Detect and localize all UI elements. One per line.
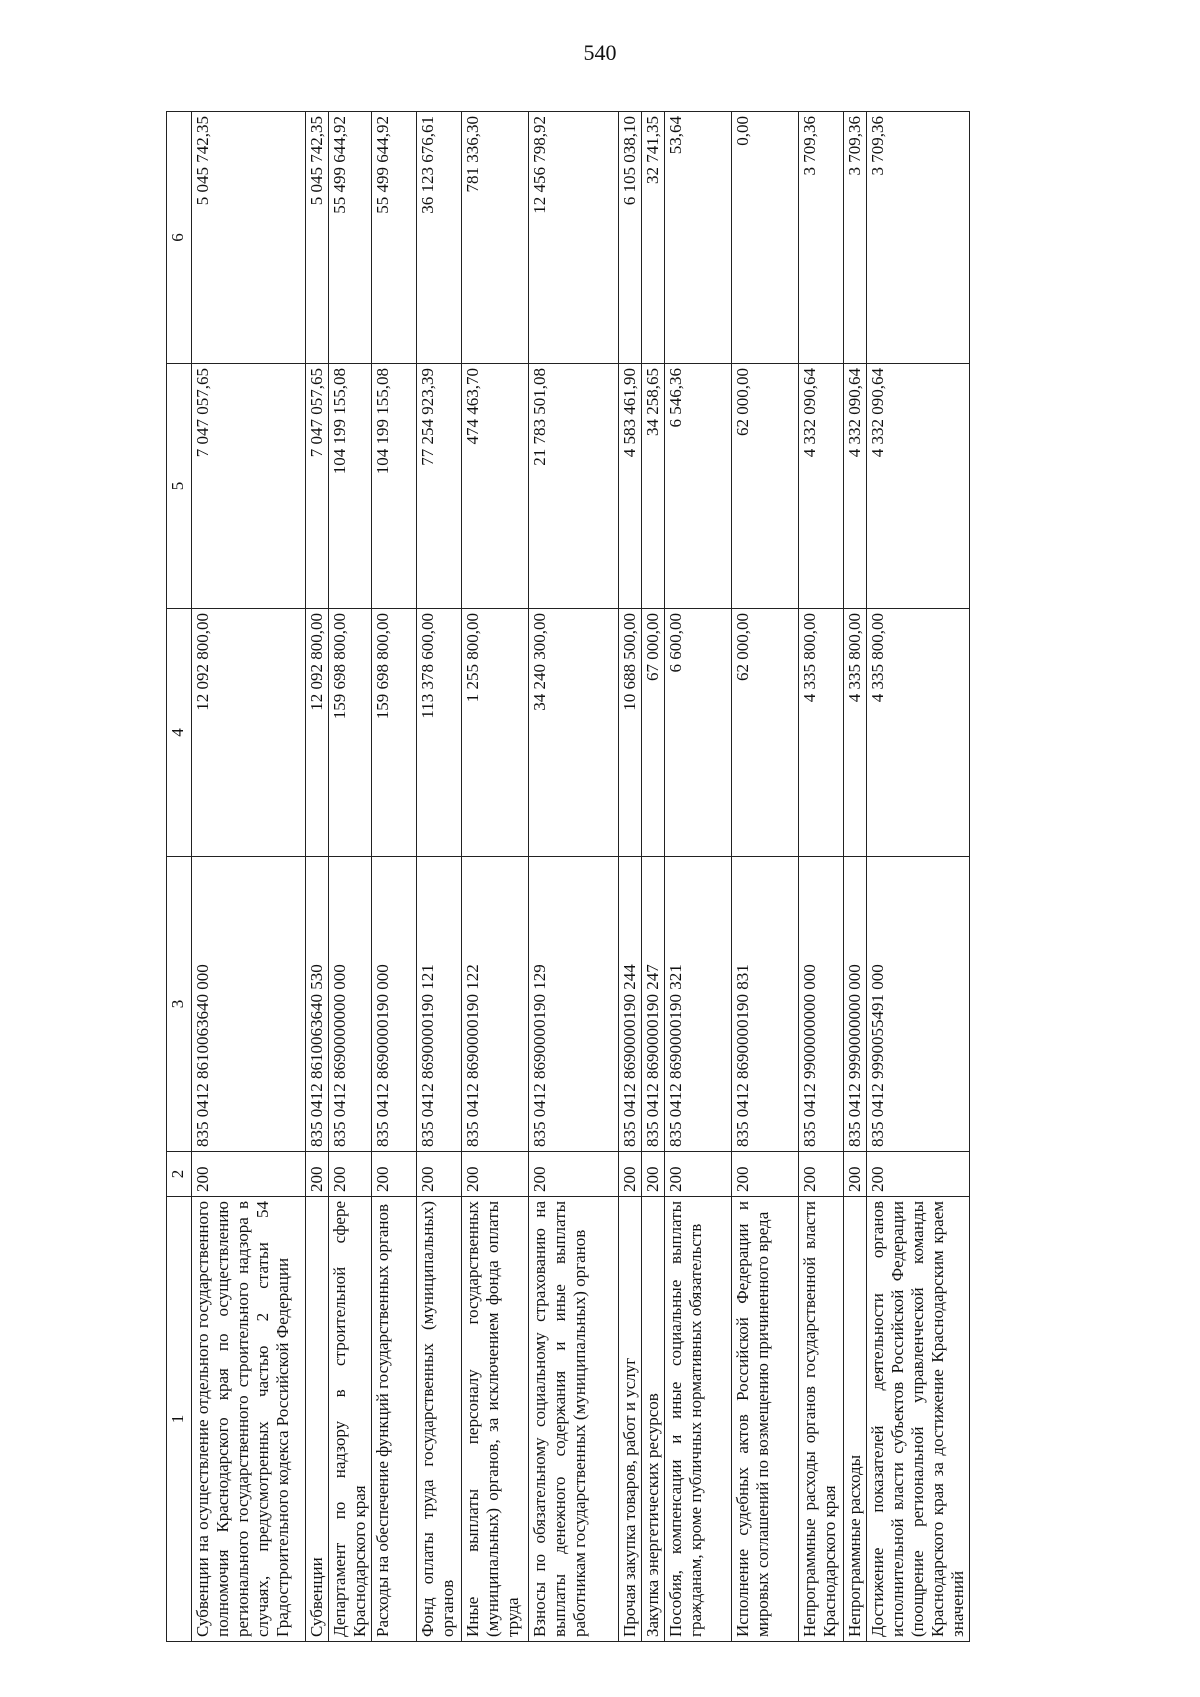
row-col6-cell: 36 123 676,61 <box>417 112 462 364</box>
row-col2-cell: 200 <box>665 1152 732 1197</box>
header-cell: 5 <box>167 364 192 609</box>
table-row <box>844 112 867 1642</box>
row-col2-cell: 200 <box>306 1152 329 1197</box>
header-cell: 6 <box>167 112 192 364</box>
row-name-cell: Непрограммные расходы <box>844 1197 867 1642</box>
row-col6-cell: 3 709,36 <box>844 112 867 364</box>
row-col4-cell: 62 000,00 <box>732 609 799 857</box>
row-col6-cell: 781 336,30 <box>462 112 529 364</box>
row-col5-cell: 104 199 155,08 <box>372 364 417 609</box>
row-col4-cell: 6 600,00 <box>665 609 732 857</box>
row-code-cell: 835 0412 9900000000 000 <box>799 857 844 1152</box>
row-name-cell: Иные выплаты персоналу государственных (муниципальных) органов, за исключением фонда оплаты труда <box>462 1197 529 1642</box>
row-code-cell: 835 0412 8610063640 530 <box>306 857 329 1152</box>
rotated-table-stage <box>166 112 1078 1642</box>
table-row <box>417 112 462 1642</box>
row-name-cell: Пособия, компенсации и иные социальные выплаты гражданам, кроме публичных нормативных обязательств <box>665 1197 732 1642</box>
row-col6-cell: 5 045 742,35 <box>192 112 306 364</box>
row-col4-cell: 10 688 500,00 <box>619 609 642 857</box>
row-col5-cell: 104 199 155,08 <box>329 364 372 609</box>
row-col4-cell: 159 698 800,00 <box>329 609 372 857</box>
row-code-cell: 835 0412 8690000190 121 <box>417 857 462 1152</box>
row-col2-cell: 200 <box>372 1152 417 1197</box>
row-col2-cell: 200 <box>799 1152 844 1197</box>
row-name-cell: Субвенции <box>306 1197 329 1642</box>
row-col2-cell: 200 <box>867 1152 970 1197</box>
row-col6-cell: 3 709,36 <box>867 112 970 364</box>
row-col4-cell: 12 092 800,00 <box>306 609 329 857</box>
row-col4-cell: 4 335 800,00 <box>799 609 844 857</box>
table-row <box>306 112 329 1642</box>
row-code-cell: 835 0412 8690000190 244 <box>619 857 642 1152</box>
table-row <box>329 112 372 1642</box>
row-code-cell: 835 0412 8690000190 000 <box>372 857 417 1152</box>
row-code-cell: 835 0412 9990055491 000 <box>867 857 970 1152</box>
row-col6-cell: 0,00 <box>732 112 799 364</box>
row-col5-cell: 4 332 090,64 <box>844 364 867 609</box>
row-col6-cell: 5 045 742,35 <box>306 112 329 364</box>
header-cell: 1 <box>167 1197 192 1642</box>
table-row <box>462 112 529 1642</box>
table-row <box>529 112 619 1642</box>
row-col2-cell: 200 <box>619 1152 642 1197</box>
row-col5-cell: 34 258,65 <box>642 364 665 609</box>
row-col5-cell: 62 000,00 <box>732 364 799 609</box>
row-col6-cell: 6 105 038,10 <box>619 112 642 364</box>
row-col6-cell: 55 499 644,92 <box>372 112 417 364</box>
row-col5-cell: 21 783 501,08 <box>529 364 619 609</box>
row-code-cell: 835 0412 8690000190 129 <box>529 857 619 1152</box>
row-col5-cell: 4 583 461,90 <box>619 364 642 609</box>
row-col5-cell: 4 332 090,64 <box>799 364 844 609</box>
table-row <box>642 112 665 1642</box>
row-col6-cell: 3 709,36 <box>799 112 844 364</box>
row-name-cell: Непрограммные расходы органов государственной власти Краснодарского края <box>799 1197 844 1642</box>
row-col2-cell: 200 <box>192 1152 306 1197</box>
header-cell: 4 <box>167 609 192 857</box>
page-number: 540 <box>583 40 617 65</box>
row-col2-cell: 200 <box>732 1152 799 1197</box>
row-col5-cell: 6 546,36 <box>665 364 732 609</box>
row-code-cell: 835 0412 8690000190 122 <box>462 857 529 1152</box>
row-col4-cell: 4 335 800,00 <box>844 609 867 857</box>
row-name-cell: Исполнение судебных актов Российской Федерации и мировых соглашений по возмещению причиненного вреда <box>732 1197 799 1642</box>
row-col2-cell: 200 <box>329 1152 372 1197</box>
table-row <box>799 112 844 1642</box>
table-row <box>619 112 642 1642</box>
row-col2-cell: 200 <box>529 1152 619 1197</box>
row-col4-cell: 4 335 800,00 <box>867 609 970 857</box>
row-col4-cell: 34 240 300,00 <box>529 609 619 857</box>
row-code-cell: 835 0412 8690000000 000 <box>329 857 372 1152</box>
row-col4-cell: 1 255 800,00 <box>462 609 529 857</box>
row-code-cell: 835 0412 9990000000 000 <box>844 857 867 1152</box>
row-col2-cell: 200 <box>417 1152 462 1197</box>
table-row <box>372 112 417 1642</box>
table-row <box>192 112 306 1642</box>
row-col5-cell: 7 047 057,65 <box>306 364 329 609</box>
row-col6-cell: 12 456 798,92 <box>529 112 619 364</box>
row-col5-cell: 4 332 090,64 <box>867 364 970 609</box>
table-row <box>665 112 732 1642</box>
row-name-cell: Достижение показателей деятельности органов исполнительной власти субъектов Российской Федерации (поощрение региональной управленческой команды Краснодарского края за достижение Краснодарским краем значений <box>867 1197 970 1642</box>
row-name-cell: Прочая закупка товаров, работ и услуг <box>619 1197 642 1642</box>
row-code-cell: 835 0412 8690000190 321 <box>665 857 732 1152</box>
header-row <box>167 112 192 1642</box>
header-cell: 2 <box>167 1152 192 1197</box>
row-col4-cell: 113 378 600,00 <box>417 609 462 857</box>
row-col4-cell: 12 092 800,00 <box>192 609 306 857</box>
row-col5-cell: 474 463,70 <box>462 364 529 609</box>
row-col4-cell: 159 698 800,00 <box>372 609 417 857</box>
row-col6-cell: 55 499 644,92 <box>329 112 372 364</box>
row-col6-cell: 53,64 <box>665 112 732 364</box>
table-row <box>867 112 970 1642</box>
budget-table <box>166 111 970 1642</box>
row-name-cell: Субвенции на осуществление отдельного государственного полномочия Краснодарского края по осуществлению регионального государственного строительного надзора в случаях, предусмотренных частью 2 статьи 54 Градостроительного кодекса Российской Федерации <box>192 1197 306 1642</box>
row-col6-cell: 32 741,35 <box>642 112 665 364</box>
row-code-cell: 835 0412 8690000190 831 <box>732 857 799 1152</box>
row-code-cell: 835 0412 8690000190 247 <box>642 857 665 1152</box>
row-col2-cell: 200 <box>462 1152 529 1197</box>
row-name-cell: Взносы по обязательному социальному страхованию на выплаты денежного содержания и иные выплаты работникам государственных (муниципальных) органов <box>529 1197 619 1642</box>
row-col5-cell: 77 254 923,39 <box>417 364 462 609</box>
table-row <box>732 112 799 1642</box>
row-code-cell: 835 0412 8610063640 000 <box>192 857 306 1152</box>
row-col4-cell: 67 000,00 <box>642 609 665 857</box>
row-col2-cell: 200 <box>844 1152 867 1197</box>
row-col5-cell: 7 047 057,65 <box>192 364 306 609</box>
row-col2-cell: 200 <box>642 1152 665 1197</box>
header-cell: 3 <box>167 857 192 1152</box>
row-name-cell: Департамент по надзору в строительной сфере Краснодарского края <box>329 1197 372 1642</box>
row-name-cell: Закупка энергетических ресурсов <box>642 1197 665 1642</box>
row-name-cell: Фонд оплаты труда государственных (муниципальных) органов <box>417 1197 462 1642</box>
row-name-cell: Расходы на обеспечение функций государственных органов <box>372 1197 417 1642</box>
